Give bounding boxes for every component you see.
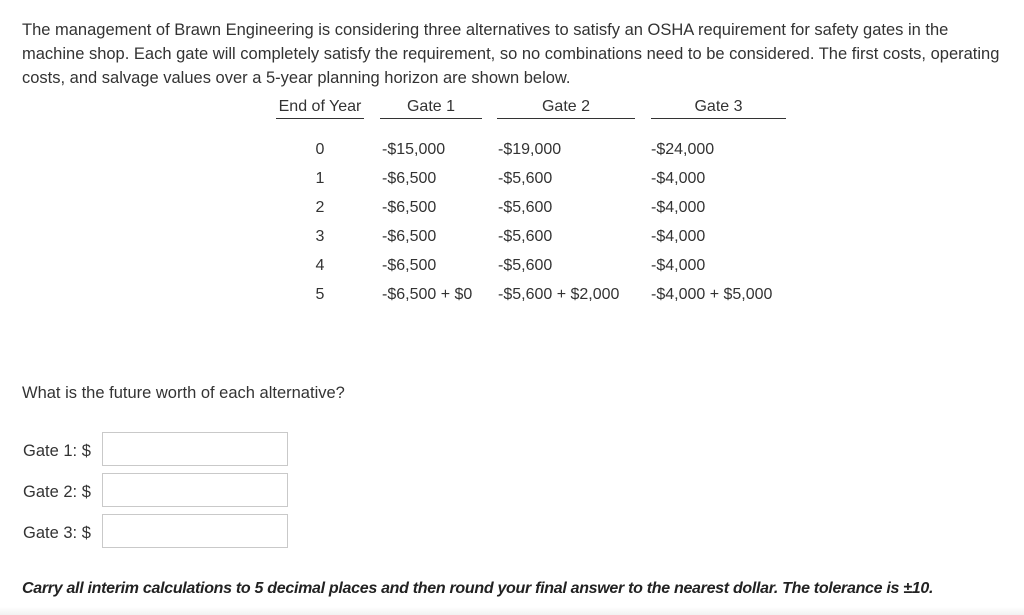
cell-gate-3: -$4,000: [651, 199, 706, 216]
question-text: What is the future worth of each alternative?: [22, 384, 345, 402]
cell-gate-3: -$4,000: [651, 228, 706, 245]
column-header-gate-1: Gate 1: [380, 96, 482, 119]
column-header-end-of-year: End of Year: [276, 96, 364, 119]
cell-year: 2: [315, 199, 325, 216]
cell-year: 4: [315, 257, 325, 274]
problem-statement: The management of Brawn Engineering is considering three alternatives to satisfy an OSHA requirement for safety gates in the machine shop. Each gate will completely satisfy the requirement, so no combinations need to be considered. The first costs, operating costs, and salvage values over a 5-year planning horizon are shown below.: [22, 21, 1000, 87]
cell-year: 3: [315, 228, 325, 245]
cell-gate-2: -$5,600 + $2,000: [498, 286, 620, 303]
cell-year: 0: [315, 141, 325, 158]
cell-gate-1: -$6,500: [382, 170, 437, 187]
cell-gate-2: -$19,000: [498, 141, 562, 158]
cell-gate-2: -$5,600: [498, 199, 553, 216]
answer-label-gate-3: Gate 3: $: [23, 524, 91, 542]
cell-year: 1: [315, 170, 325, 187]
column-header-gate-3: Gate 3: [651, 96, 786, 119]
cell-gate-3: -$4,000: [651, 257, 706, 274]
cell-year: 5: [315, 286, 325, 303]
cell-gate-1: -$6,500 + $0: [382, 286, 473, 303]
instruction-note: Carry all interim calculations to 5 decimal places and then round your final answer to the nearest dollar. The tolerance is ±10.: [22, 580, 934, 597]
cell-gate-1: -$6,500: [382, 199, 437, 216]
cell-gate-2: -$5,600: [498, 257, 553, 274]
cell-gate-2: -$5,600: [498, 228, 553, 245]
cell-gate-1: -$6,500: [382, 228, 437, 245]
answer-input-gate-3[interactable]: [102, 514, 288, 548]
cell-gate-1: -$6,500: [382, 257, 437, 274]
cell-gate-3: -$4,000 + $5,000: [651, 286, 773, 303]
answer-label-gate-1: Gate 1: $: [23, 442, 91, 460]
cell-gate-3: -$4,000: [651, 170, 706, 187]
answer-label-gate-2: Gate 2: $: [23, 483, 91, 501]
cell-gate-1: -$15,000: [382, 141, 446, 158]
cell-gate-2: -$5,600: [498, 170, 553, 187]
bottom-divider: [0, 607, 1024, 615]
column-header-gate-2: Gate 2: [497, 96, 635, 119]
cell-gate-3: -$24,000: [651, 141, 715, 158]
answer-input-gate-2[interactable]: [102, 473, 288, 507]
answer-input-gate-1[interactable]: [102, 432, 288, 466]
